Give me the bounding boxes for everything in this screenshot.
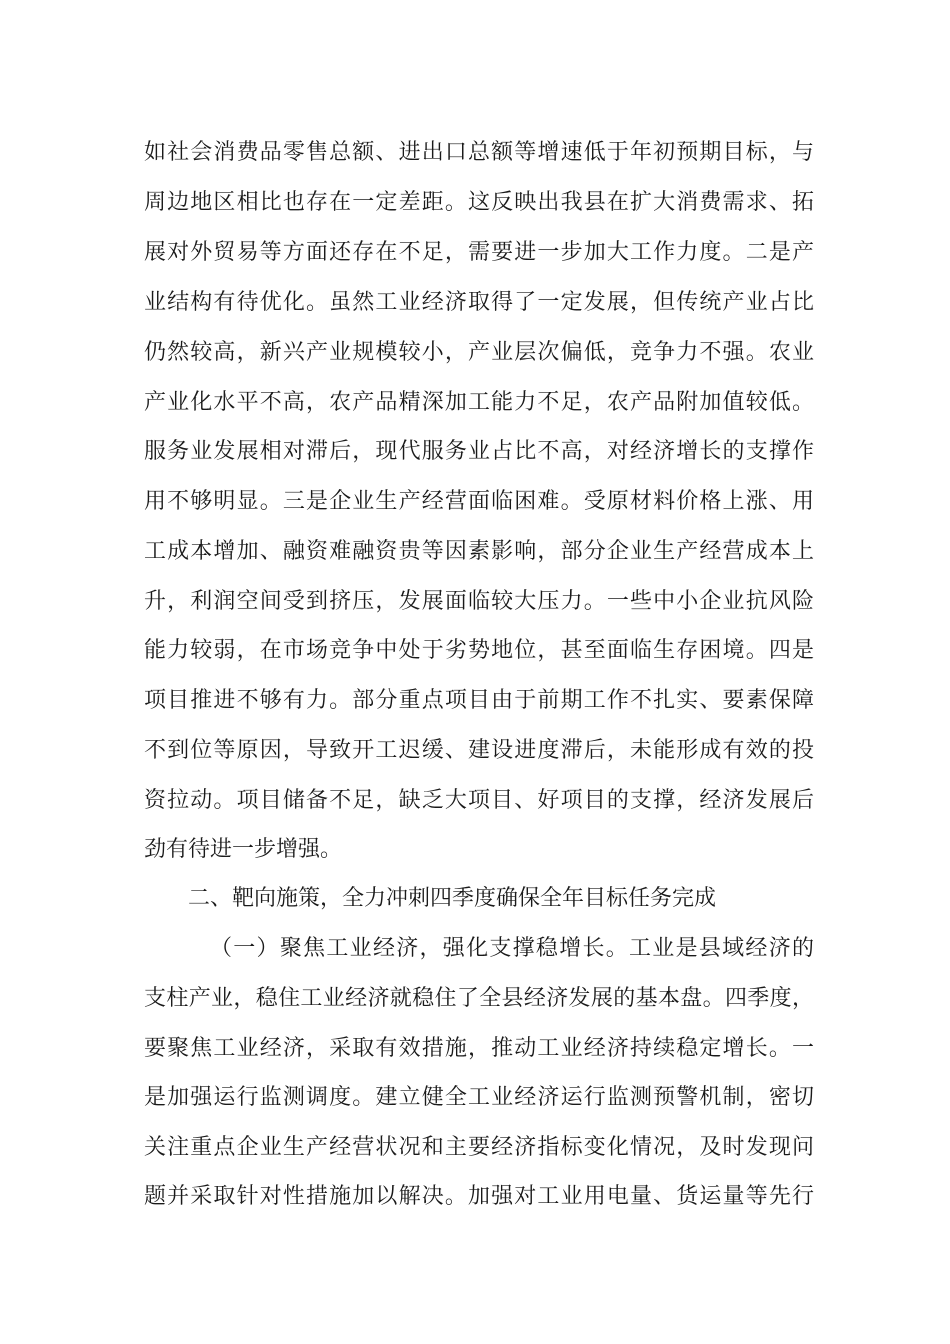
body-text-line: 能力较弱，在市场竞争中处于劣势地位，甚至面临生存困境。四是 [144,638,814,663]
body-text-line: 升，利润空间受到挤压，发展面临较大压力。一些中小企业抗风险 [144,589,814,614]
body-text-line: 服务业发展相对滞后，现代服务业占比不高，对经济增长的支撑作 [144,439,814,464]
body-text-line: 题并采取针对性措施加以解决。加强对工业用电量、货运量等先行 [144,1184,814,1209]
body-text-line: 展对外贸易等方面还存在不足，需要进一步加大工作力度。二是产 [144,240,814,265]
body-text-line: 支柱产业，稳住工业经济就稳住了全县经济发展的基本盘。四季度， [144,986,814,1011]
body-text-line: 是加强运行监测调度。建立健全工业经济运行监测预警机制，密切 [144,1085,814,1110]
body-text-line: 用不够明显。三是企业生产经营面临困难。受原材料价格上涨、用 [144,489,814,514]
body-text-line: 如社会消费品零售总额、进出口总额等增速低于年初预期目标，与 [144,140,814,165]
body-text-line: 产业化水平不高，农产品精深加工能力不足，农产品附加值较低。 [144,390,814,415]
body-text-line: 工成本增加、融资难融资贵等因素影响，部分企业生产经营成本上 [144,539,814,564]
body-text-line: 仍然较高，新兴产业规模较小，产业层次偏低，竞争力不强。农业 [144,340,814,365]
section-heading: 二、靶向施策，全力冲刺四季度确保全年目标任务完成 [188,886,717,911]
body-text-line: 不到位等原因，导致开工迟缓、建设进度滞后，未能形成有效的投 [144,738,814,763]
body-text-line: 资拉动。项目储备不足，缺乏大项目、好项目的支撑，经济发展后 [144,788,814,813]
body-text-line: 关注重点企业生产经营状况和主要经济指标变化情况，及时发现问 [144,1135,814,1160]
body-text-line: 要聚焦工业经济，采取有效措施，推动工业经济持续稳定增长。一 [144,1036,814,1061]
body-text-line: 周边地区相比也存在一定差距。这反映出我县在扩大消费需求、拓 [144,190,814,215]
body-text-line: 业结构有待优化。虽然工业经济取得了一定发展，但传统产业占比 [144,290,814,315]
subsection-heading-line: （一）聚焦工业经济，强化支撑稳增长。工业是县域经济的 [210,936,814,961]
body-text-line: 劲有待进一步增强。 [144,837,343,862]
body-text-line: 项目推进不够有力。部分重点项目由于前期工作不扎实、要素保障 [144,688,814,713]
